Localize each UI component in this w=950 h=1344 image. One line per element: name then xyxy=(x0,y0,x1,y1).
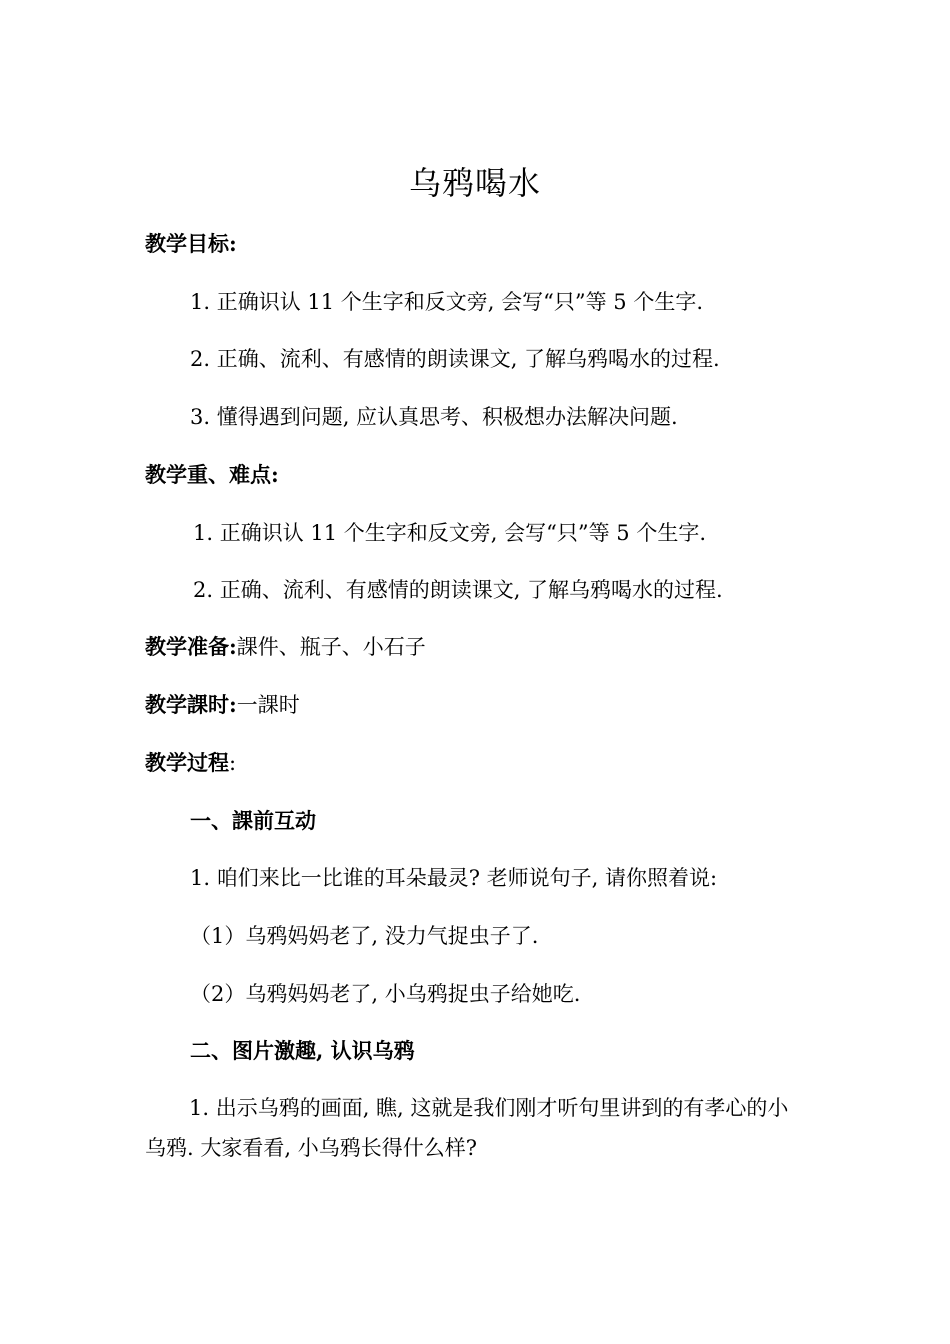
key-points-heading: 教学重、难点: xyxy=(145,462,279,487)
key-point-item-2: 2. 正确、流利、有感情的朗读课文, 了解乌鸦喝水的过程. xyxy=(193,578,723,602)
preparation-line xyxy=(145,632,426,662)
objectives-heading: 教学目标: xyxy=(145,231,237,256)
duration-line xyxy=(145,690,300,720)
section-2-paragraph: 1. 出示乌鸦的画面, 瞧, 这就是我们刚才听句里讲到的有孝心的小乌鸦. 大家看看, 小乌鸦长得什么样? xyxy=(145,1096,789,1160)
objective-item-3: 3. 懂得遇到问题, 应认真思考、积极想办法解决问题. xyxy=(190,405,678,429)
objective-item-1: 1. 正确识认 11 个生字和反文旁, 会写“只”等 5 个生字. xyxy=(190,290,703,314)
preparation-value: 課件、瓶子、小石子 xyxy=(236,635,426,659)
process-heading-line xyxy=(145,748,236,778)
duration-value: 一課时 xyxy=(236,693,300,717)
objective-item-2: 2. 正确、流利、有感情的朗读课文, 了解乌鸦喝水的过程. xyxy=(190,347,720,371)
key-point-item-1: 1. 正确识认 11 个生字和反文旁, 会写“只”等 5 个生字. xyxy=(193,521,706,545)
section-1-heading: 一、課前互动 xyxy=(190,808,316,833)
section-1-sub-item-2: （2）乌鸦妈妈老了, 小乌鸦捉虫子给她吃. xyxy=(190,982,581,1006)
preparation-label: 教学准备: xyxy=(145,634,237,659)
section-2-heading: 二、图片激趣, 认识乌鸦 xyxy=(190,1038,415,1063)
section-1-item-1: 1. 咱们来比一比谁的耳朵最灵? 老师说句子, 请你照着说: xyxy=(190,866,718,890)
process-label: 教学过程 xyxy=(145,750,229,775)
document-title: 乌鸦喝水 xyxy=(408,164,541,202)
section-1-sub-item-1: （1）乌鸦妈妈老了, 没力气捉虫子了. xyxy=(190,924,539,948)
duration-label: 教学課时: xyxy=(145,692,237,717)
process-colon: : xyxy=(229,751,237,775)
